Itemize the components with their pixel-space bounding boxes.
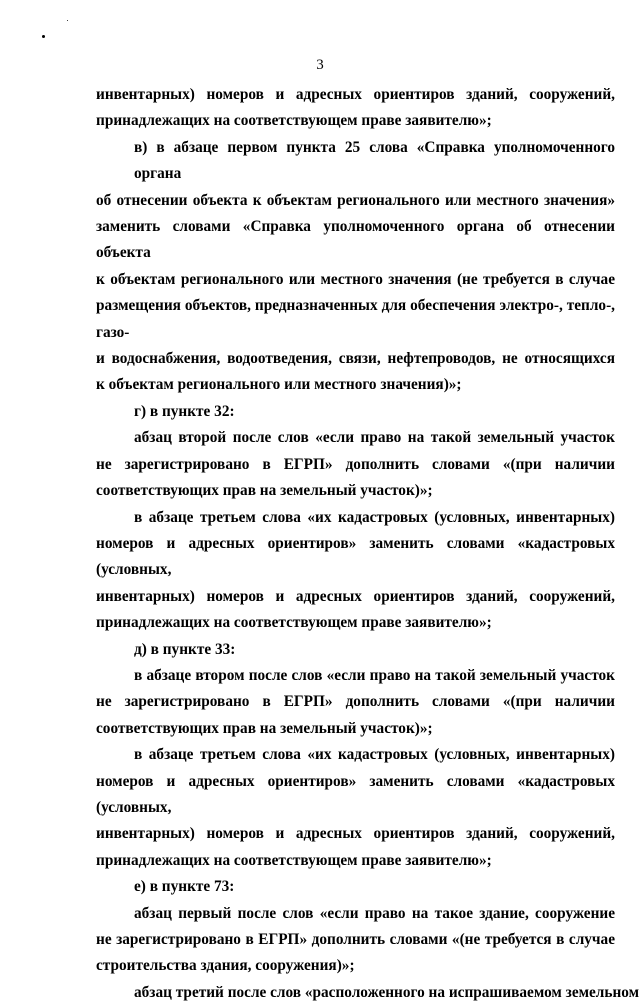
text-line: в абзаце третьем слова «их кадастровых (условных, инвентарных) [134,746,615,764]
text-line: и водоснабжения, водоотведения, связи, нефтепроводов, не относящихся [96,350,615,368]
text-line: принадлежащих на соответствующем праве заявителю»; [96,614,492,632]
paragraph [96,663,615,742]
text-line: соответствующих прав на земельный участок)»; [96,719,433,737]
text-line: номеров и адресных ориентиров» заменить словами «кадастровых (условных, [96,534,615,579]
text-line: об отнесении объекта к объектам регионального или местного значения» [96,191,615,209]
text-line: к объектам регионального или местного значения (не требуется в случае [96,270,615,288]
paragraph [96,82,615,135]
text-line: абзац третий после слов «расположенного на испрашиваемом земельном [134,983,640,1001]
paragraph [96,901,615,980]
text-line: строительства здания, сооружения)»; [96,957,355,975]
document-body [96,82,640,1006]
text-line: инвентарных) номеров и адресных ориентиров зданий, сооружений, [96,825,615,843]
text-line: заменить словами «Справка уполномоченного органа об отнесении объекта [96,218,615,262]
text-line: к объектам регионального или местного значения)»; [96,376,462,394]
text-line: инвентарных) номеров и адресных ориентиров зданий, сооружений, [96,587,615,605]
paragraph [96,399,615,425]
text-line: е) в пункте 73: [134,878,235,896]
text-line: в абзаце втором после слов «если право на такой земельный участок [134,666,615,684]
text-line: в) в абзаце первом пункта 25 слова «Справка уполномоченного органа [134,138,615,183]
text-line: абзац первый после слов «если право на такое здание, сооружение [134,904,615,922]
text-line: принадлежащих на соответствующем праве заявителю»; [96,851,492,869]
text-line: размещения объектов, предназначенных для обеспечения электро-, тепло-, газо- [96,297,615,341]
text-line: абзац второй после слов «если право на такой земельный участок [134,429,615,447]
text-line: д) в пункте 33: [134,640,236,658]
paragraph [96,874,615,900]
paragraph [96,742,615,874]
scan-speck [67,20,68,21]
paragraph [96,425,615,504]
text-line: инвентарных) номеров и адресных ориентиров зданий, сооружений, [96,86,615,103]
text-line: не зарегистрировано в ЕГРП» дополнить словами «(при наличии [96,693,615,711]
text-line: не зарегистрировано в ЕГРП» дополнить словами «(при наличии [96,455,615,473]
text-line: г) в пункте 32: [134,402,235,420]
text-line: не зарегистрировано в ЕГРП» дополнить словами «(не требуется в случае [96,931,615,948]
page-number: 3 [316,57,324,73]
paragraph [96,505,615,637]
paragraph [96,637,615,663]
text-line: принадлежащих на соответствующем праве заявителю»; [96,112,492,130]
paragraph [96,135,615,399]
text-line: номеров и адресных ориентиров» заменить словами «кадастровых (условных, [96,772,615,816]
paragraph [96,980,640,1006]
text-line: соответствующих прав на земельный участок)»; [96,482,433,500]
scan-speck [42,35,45,38]
text-line: в абзаце третьем слова «их кадастровых (условных, инвентарных) [134,508,615,526]
